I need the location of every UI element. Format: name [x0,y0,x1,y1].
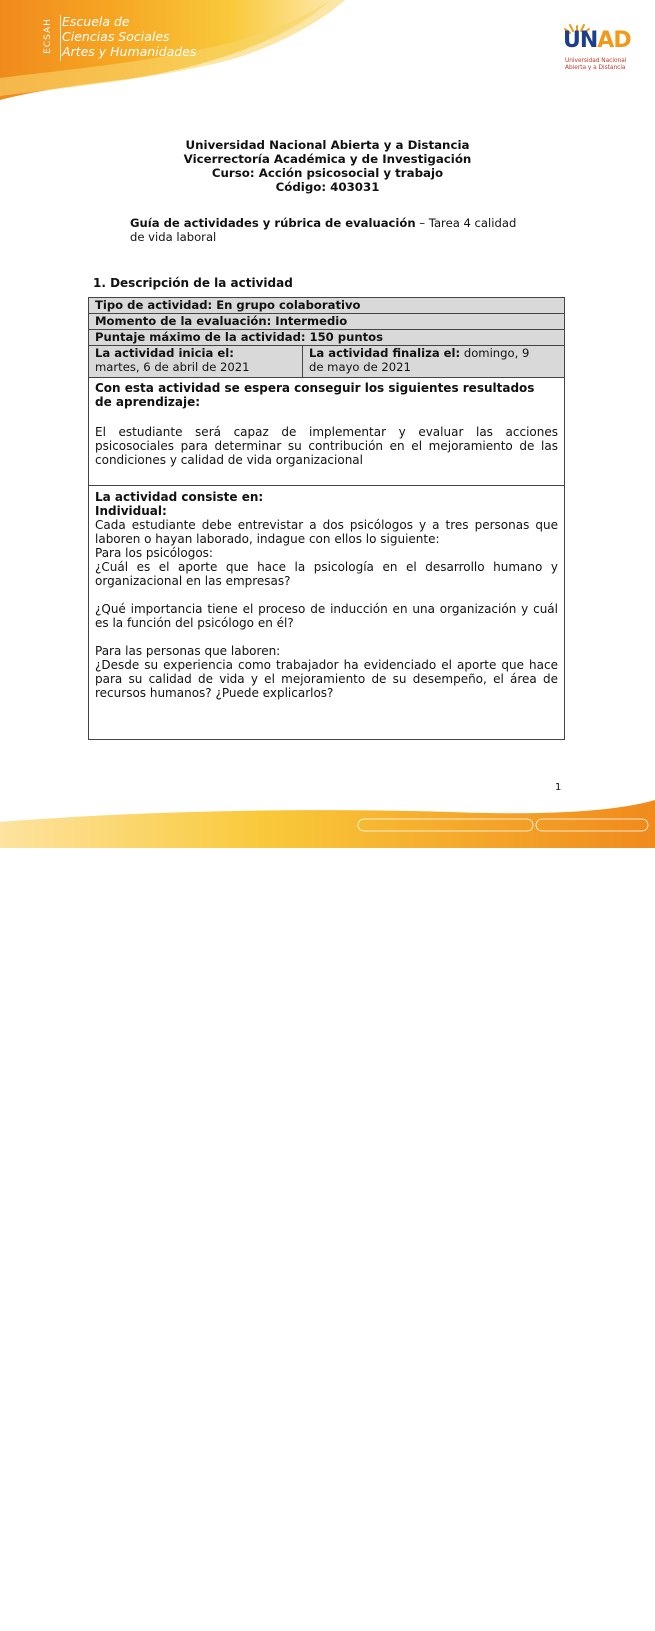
school-line: Artes y Humanidades [62,44,197,59]
individual-label: Individual: [95,504,167,518]
resultados-title: Con esta actividad se espera conseguir los siguientes resultados [95,381,535,395]
finaliza-value: de mayo de 2021 [309,359,411,374]
consiste-paragraph: Cada estudiante debe entrevistar a dos psicólogos y a tres personas que laboren o hayan laborado, indague con ellos lo siguiente: [95,518,558,546]
guide-heading [130,216,570,244]
row-tipo [89,298,564,314]
logo-subtitle: Abierta y a Distancia [565,65,626,71]
finaliza-value: domingo, 9 [460,346,530,360]
cell-finaliza [303,346,564,377]
row-fechas [89,346,564,378]
school-name [62,14,232,59]
row-resultados [89,378,564,486]
consiste-paragraph: Para las personas que laboren: [95,644,281,658]
footer-note: Prohibida su reproducción y venta sin autorización de la UNAD. [370,1624,561,1631]
school-line: Escuela de [62,14,130,29]
row-text: Puntaje máximo de la actividad: 150 puntos [95,330,384,344]
resultados-text: El estudiante será capaz de implementar y evaluar las acciones psicosociales para determinar su contribución en el mejoramiento de las condiciones y calidad de vida organizacional [95,425,558,467]
consiste-paragraph: ¿Cuál es el aporte que hace la psicología en el desarrollo humano y organizacional en las empresas? [95,560,558,588]
title-line: Código: 403031 [275,180,380,194]
guide-rest: de vida laboral [130,230,217,244]
title-line: Curso: Acción psicosocial y trabajo [211,166,444,180]
title-line: Universidad Nacional Abierta y a Distancia [185,138,470,152]
activity-table [88,297,565,740]
row-puntaje [89,330,564,346]
section-title: 1. Descripción de la actividad [93,276,293,290]
resultados-title: de aprendizaje: [95,395,201,409]
row-consiste [89,486,564,740]
guide-rest: – Tarea 4 calidad [415,216,517,230]
row-momento [89,314,564,330]
cell-inicia [89,346,303,377]
row-text: Momento de la evaluación: Intermedio [95,314,348,328]
row-text: Tipo de actividad: En grupo colaborativo [95,298,361,312]
inicia-value: martes, 6 de abril de 2021 [95,359,250,374]
document-title [100,138,555,194]
unad-logo [563,12,641,78]
consiste-title: La actividad consiste en: [95,490,264,504]
logo-subtitle: Universidad Nacional [565,58,627,64]
inicia-label: La actividad inicia el: [95,346,234,360]
ecsah-divider [60,15,61,61]
footer-wave [0,800,655,848]
consiste-paragraph: Para los psicólogos: [95,546,213,560]
ecsah-label: ECSAH [42,18,53,54]
title-line: Vicerrectoría Académica y de Investigación [183,152,472,166]
consiste-paragraph: ¿Desde su experiencia como trabajador ha evidenciado el aporte que hace para su calidad de vida y el mejoramiento de su desempeño, el área de recursos humanos? ¿Puede explicarlos? [95,658,558,700]
finaliza-label: La actividad finaliza el: [309,346,461,360]
logo-wordmark: UNAD [563,28,631,53]
consiste-paragraph: ¿Qué importancia tiene el proceso de inducción en una organización y cuál es la función del psicólogo en él? [95,602,558,630]
page-number: 1 [555,782,562,793]
footer-copyright: UNAD © 2020 derechos reservados. [540,1624,650,1631]
page-header [0,0,655,105]
school-line: Ciencias Sociales [62,29,170,44]
guide-bold: Guía de actividades y rúbrica de evaluación [130,216,416,230]
page-footer [0,800,655,1631]
